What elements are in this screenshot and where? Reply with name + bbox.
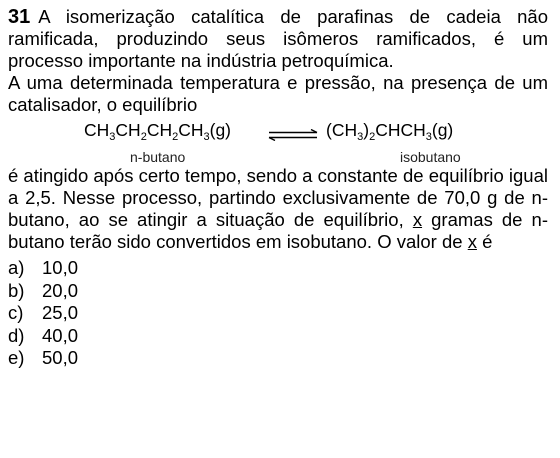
option-letter: a): [8, 257, 25, 278]
formula-subscript: 3: [109, 131, 116, 143]
variable-x: x: [412, 209, 423, 230]
formula-part: CH: [178, 120, 204, 140]
formula-part: CH: [84, 120, 110, 140]
formula-subscript: 2: [172, 131, 179, 143]
variable-x: x: [467, 231, 477, 252]
reactant-formula: [84, 120, 231, 143]
answer-options: [8, 257, 548, 370]
option-value: 25,0: [42, 302, 79, 323]
body-text: é: [476, 231, 493, 252]
chemical-equation: [8, 118, 548, 164]
formula-subscript: 2: [140, 131, 147, 143]
formula-part: ): [363, 120, 370, 140]
question-block: [8, 6, 548, 370]
formula-part: (g): [209, 120, 232, 140]
formula-subscript: 3: [357, 131, 364, 143]
formula-part: CHCH: [375, 120, 426, 140]
option-b[interactable]: [8, 280, 548, 303]
option-value: 50,0: [42, 347, 79, 368]
product-label: isobutano: [400, 149, 461, 165]
formula-part: (CH: [326, 120, 358, 140]
formula-part: CH: [115, 120, 141, 140]
formula-part: CH: [146, 120, 173, 140]
question-body: [8, 165, 548, 253]
reactant-label: n-butano: [130, 149, 186, 165]
question-number: 31: [8, 6, 31, 28]
question-intro: A isomerização catalítica de parafinas de cadeia não ramificada, produzindo seus isômeros ramificados, é um processo importante na indústria petroquímica.: [8, 6, 548, 71]
formula-subscript: 3: [203, 131, 210, 143]
product-formula: [326, 120, 453, 143]
option-letter: d): [8, 324, 25, 346]
body-text: é atingido após certo tempo, sendo a constante de equilíbrio igual a 2,5. Nesse processo, partindo exclusivamente de 70,0 g de n-butano, ao se atingir a situação de equilíbrio,: [8, 165, 548, 230]
formula-subscript: 2: [369, 131, 376, 143]
option-a[interactable]: [8, 257, 548, 280]
option-value: 10,0: [42, 257, 79, 278]
option-letter: e): [8, 347, 25, 368]
question-intro-paragraph: [8, 6, 548, 72]
question-context: A uma determinada temperatura e pressão, na presença de um catalisador, o equilíbrio: [8, 72, 548, 115]
option-c[interactable]: [8, 302, 548, 325]
option-d[interactable]: [8, 325, 548, 348]
option-value: 20,0: [42, 279, 79, 301]
option-letter: b): [8, 279, 25, 301]
equilibrium-arrow-icon: [267, 129, 319, 141]
formula-part: (g): [431, 120, 454, 140]
option-value: 40,0: [42, 324, 79, 346]
formula-subscript: 3: [425, 131, 432, 143]
body-text: gramas de n-butano terão sido convertidos em isobutano. O valor de: [8, 209, 548, 252]
option-letter: c): [8, 302, 24, 323]
option-e[interactable]: [8, 347, 548, 370]
